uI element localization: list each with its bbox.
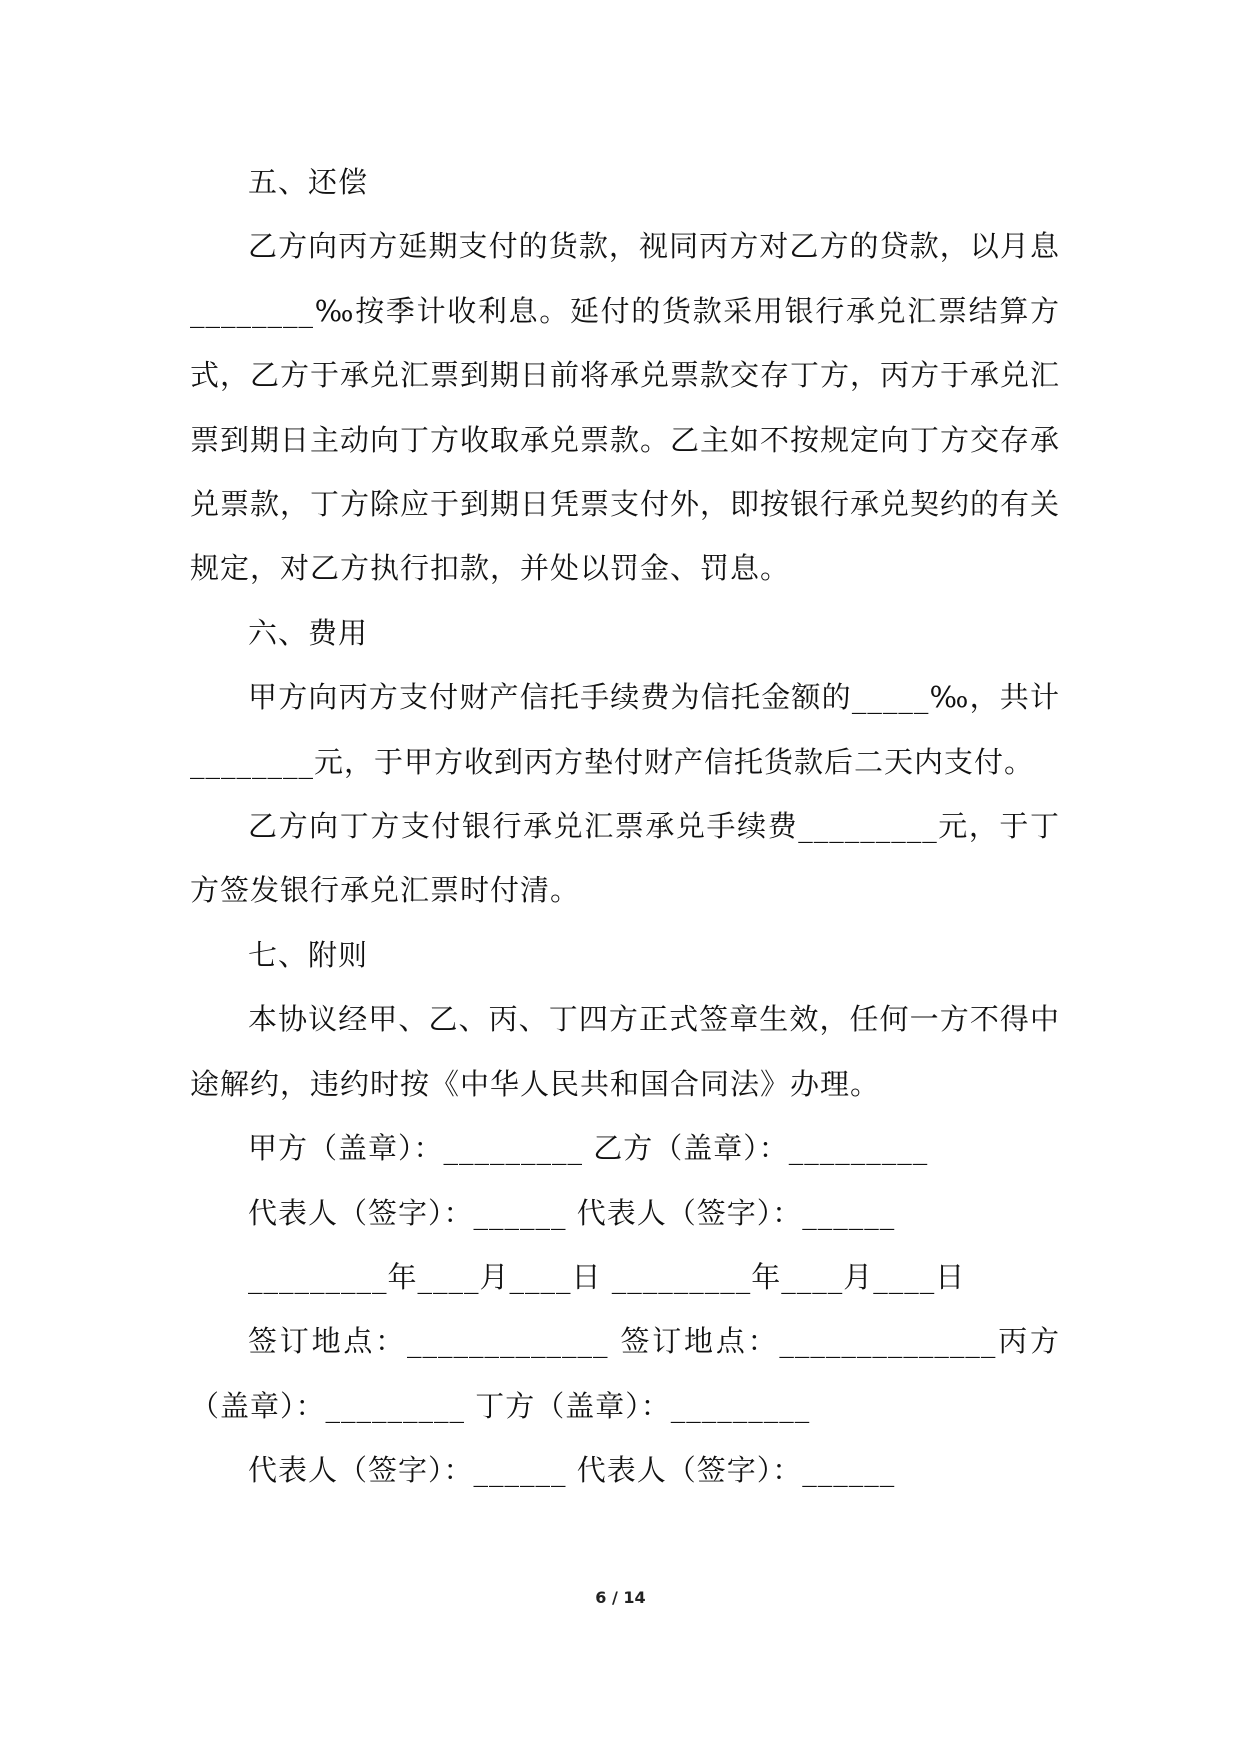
document-body bbox=[190, 150, 1060, 1503]
signature-representative-line-c-d: 代表人（签字）：______ 代表人（签字）：______ bbox=[248, 1453, 896, 1488]
paragraph-trust-fee: 甲方向丙方支付财产信托手续费为信托金额的_____‰，共计________元，于甲方收到丙方垫付财产信托货款后二天内支付。 bbox=[190, 680, 1060, 779]
signature-place-and-seal-line-c-d: 签订地点：_____________ 签订地点：______________丙方（盖章）：_________ 丁方（盖章）：_________ bbox=[190, 1324, 1060, 1423]
signature-seal-line-party-a-b: 甲方（盖章）：_________ 乙方（盖章）：_________ bbox=[248, 1131, 929, 1166]
section-heading-repayment: 五、还偿 bbox=[248, 165, 369, 199]
page-number: 6 / 14 bbox=[595, 1588, 646, 1607]
section-heading-fees: 六、费用 bbox=[248, 615, 369, 650]
paragraph-effectiveness: 本协议经甲、乙、丙、丁四方正式签章生效，任何一方不得中途解约，违约时按《中华人民共和国合同法》办理。 bbox=[190, 1002, 1060, 1101]
signature-date-line: _________年____月____日 _________年____月____日 bbox=[248, 1259, 966, 1294]
signature-representative-line-a-b: 代表人（签字）：______ 代表人（签字）：______ bbox=[248, 1195, 896, 1230]
paragraph-repayment-terms: 乙方向丙方延期支付的货款，视同丙方对乙方的贷款，以月息________‰按季计收利息。延付的货款采用银行承兑汇票结算方式，乙方于承兑汇票到期日前将承兑票款交存丁方，丙方于承兑汇票到期日主动向丁方收取承兑票款。乙主如不按规定向丁方交存承兑票款，丁方除应于到期日凭票支付外，即按银行承兑契约的有关规定，对乙方执行扣款，并处以罚金、罚息。 bbox=[190, 229, 1061, 586]
paragraph-acceptance-fee: 乙方向丁方支付银行承兑汇票承兑手续费_________元，于丁方签发银行承兑汇票时付清。 bbox=[190, 809, 1060, 908]
section-heading-supplementary: 七、附则 bbox=[248, 937, 369, 972]
